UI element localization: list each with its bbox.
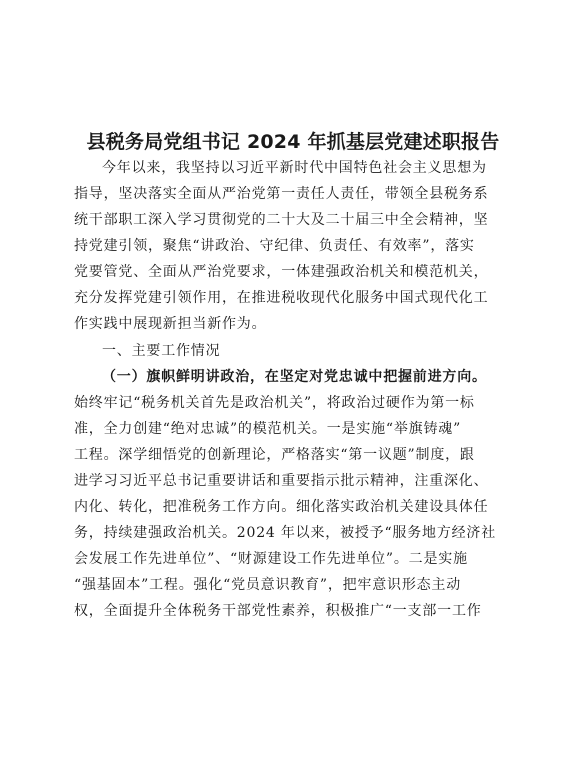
paragraph-line: 作实践中展现新担当新作为。	[74, 316, 267, 332]
paragraph-line: 统干部职工深入学习贯彻党的二十大及二十届三中全会精神，坚	[74, 212, 489, 228]
paragraph-line: 充分发挥党建引领作用，在推进税收现代化服务中国式现代化工	[74, 290, 489, 306]
paragraph-line: 权，全面提升全体税务干部党性素养，积极推广“一支部一工作	[74, 603, 482, 619]
paragraph-line: 今年以来，我坚持以习近平新时代中国特色社会主义思想为	[102, 160, 487, 176]
paragraph-line: 工程。深学细悟党的创新理论，严格落实“第一议题”制度，跟	[74, 447, 475, 463]
document-title: 县税务局党组书记 2024 年抓基层党建述职报告	[86, 131, 500, 153]
paragraph-line: 持党建引领，聚焦“讲政治、守纪律、负责任、有效率”，落实	[74, 238, 475, 254]
paragraph-line: “强基固本”工程。强化“党员意识教育”，把牢意识形态主动	[74, 577, 462, 593]
subsection-heading: （一）旗帜鲜明讲政治，在坚定对党忠诚中把握前进方向。	[102, 369, 487, 385]
paragraph-line: 务，持续建强政治机关。2024 年以来，被授予“服务地方经济社	[74, 525, 497, 541]
paragraph-line: 会发展工作先进单位”、“财源建设工作先进单位”。二是实施	[74, 551, 468, 567]
paragraph-line: 始终牢记“税务机关首先是政治机关”，将政治过硬作为第一标	[74, 395, 475, 411]
section-heading: 一、主要工作情况	[102, 343, 221, 359]
paragraph-line: 指导，坚决落实全面从严治党第一责任人责任，带领全县税务系	[74, 186, 489, 202]
paragraph-line: 准，全力创建“绝对忠诚”的模范机关。一是实施“举旗铸魂”	[74, 421, 462, 437]
paragraph-line: 党要管党、全面从严治党要求，一体建强政治机关和模范机关，	[74, 264, 489, 280]
paragraph-line: 进学习习近平总书记重要讲话和重要指示批示精神，注重深化、	[74, 473, 489, 489]
paragraph-line: 内化、转化，把准税务工作方向。细化落实政治机关建设具体任	[74, 499, 489, 515]
